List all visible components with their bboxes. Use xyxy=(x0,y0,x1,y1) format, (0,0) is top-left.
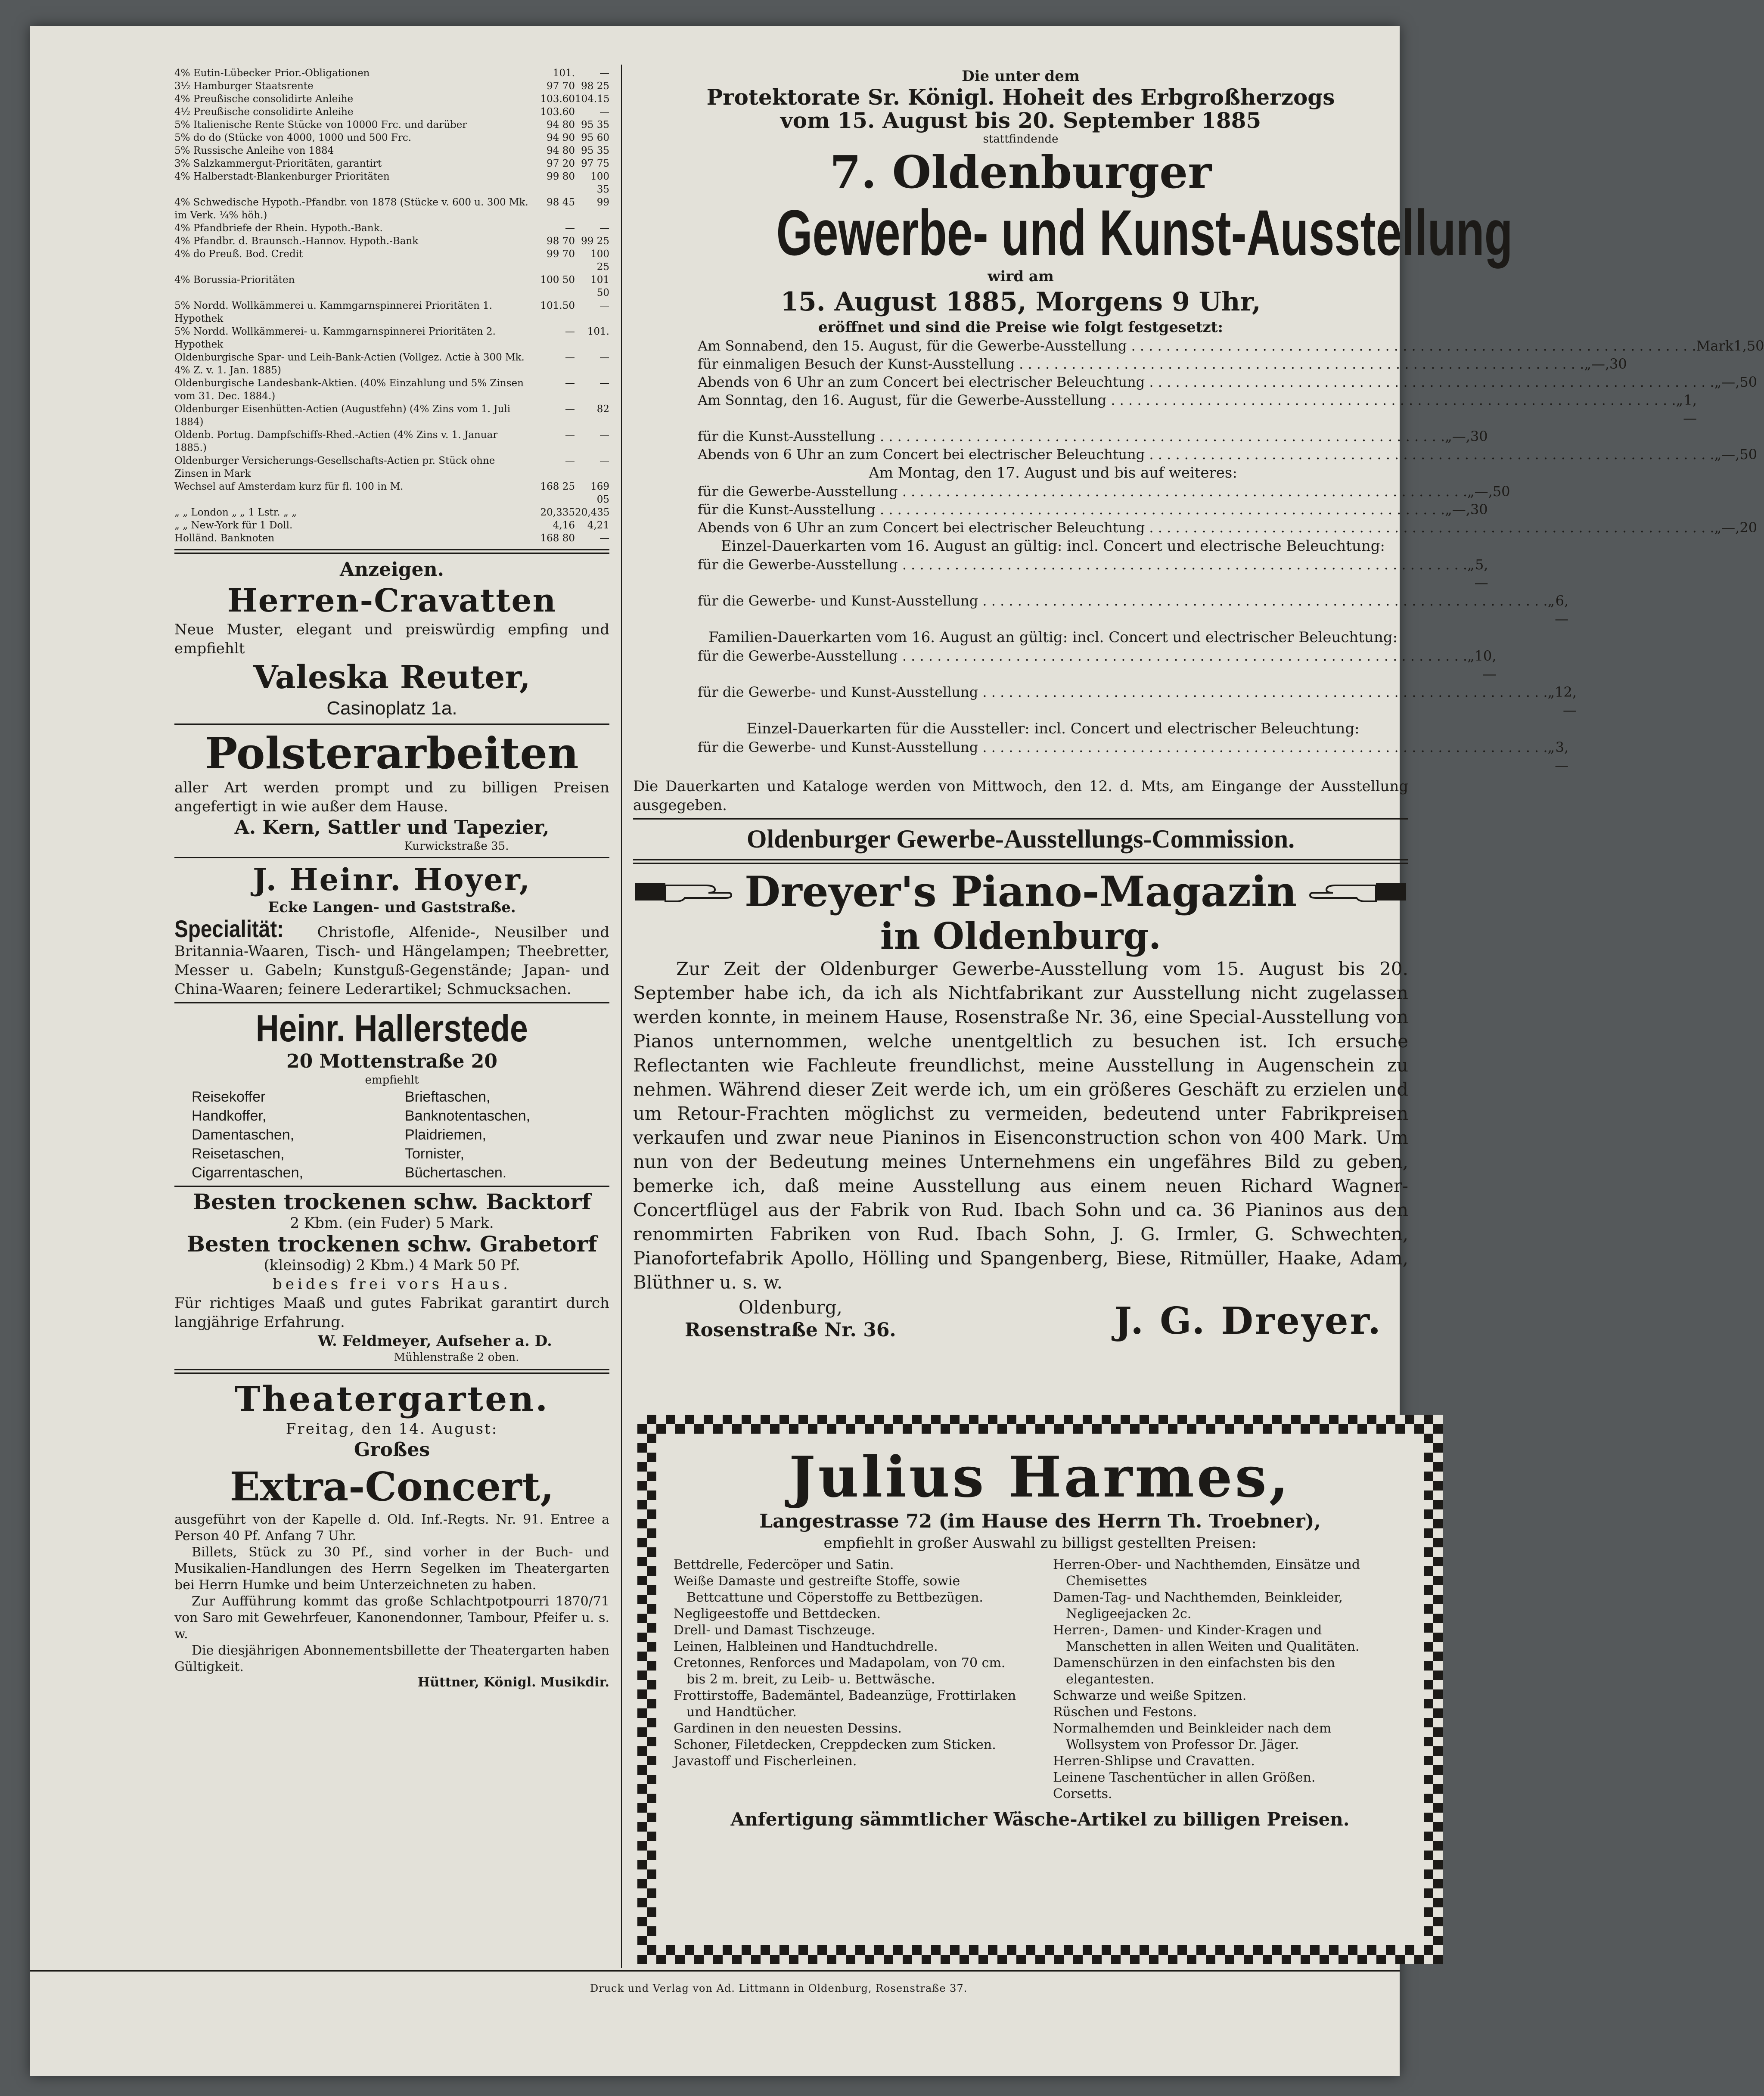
bond-ask: 20,435 xyxy=(575,507,610,518)
bond-bid: — xyxy=(565,352,575,363)
price-row xyxy=(698,500,1488,519)
bond-name: 5% Nordd. Wollkämmerei u. Kammgarnspinnerei Prioritäten 1. Hypothek xyxy=(174,300,493,324)
bond-ask: — xyxy=(599,533,609,544)
bond-bid: 98 70 xyxy=(547,236,575,247)
hallerstede-item-list xyxy=(174,1087,609,1182)
dreyer-place: Oldenburg, xyxy=(738,1297,842,1318)
harmes-footer: Anfertigung sämmtlicher Wäsche-Artikel zu billigen Preisen. xyxy=(730,1809,1350,1830)
price-label: Abends von 6 Uhr an zum Concert bei electrischer Beleuchtung . . . xyxy=(698,519,1714,537)
price-label: Am Sonnabend, den 15. August, für die Gewerbe-Ausstellung . . . xyxy=(698,337,1696,355)
harmes-list-right xyxy=(1053,1557,1407,1802)
harmes-item: Negligeestoffe und Bettdecken. xyxy=(674,1606,881,1621)
bond-bid: 103.60 xyxy=(540,106,575,118)
bond-ask: 99 25 xyxy=(581,236,609,247)
price-unit: „ xyxy=(1445,501,1452,518)
bond-row xyxy=(174,170,609,196)
bond-name: 3% Salzkammergut-Prioritäten, garantirt xyxy=(174,158,382,169)
harmes-item: Herren-, Damen- und Kinder-Kragen und Manschetten in allen Weiten und Qualitäten. xyxy=(1053,1623,1360,1654)
bond-bid: 168 25 xyxy=(540,481,575,492)
expo-note: Die Dauerkarten und Kataloge werden von Mittwoch, den 12. d. Mts, am Eingange der Ausstellung ausgegeben. xyxy=(633,778,1408,814)
price-unit: „ xyxy=(1547,739,1555,755)
bond-name: Oldenburger Versicherungs-Gesellschafts-Actien pr. Stück ohne Zinsen in Mark xyxy=(174,455,495,479)
bond-ask: — xyxy=(599,300,609,311)
harmes-item: Cretonnes, Renforces und Madapolam, von 70 cm. bis 2 m. breit, zu Leib- u. Bettwäsche. xyxy=(674,1655,1006,1687)
price-row xyxy=(698,647,1497,683)
expo-dates: vom 15. August bis 20. September 1885 xyxy=(780,108,1261,133)
expo-price-list xyxy=(633,337,1764,774)
harmes-item: Schwarze und weiße Spitzen. xyxy=(1053,1688,1247,1703)
harmes-item: Gardinen in den neuesten Dessins. xyxy=(674,1721,902,1736)
bond-ask: 95 35 xyxy=(581,119,609,130)
price-row xyxy=(698,519,1758,537)
bond-row xyxy=(174,429,609,454)
bond-bid: — xyxy=(565,455,575,466)
price-subheading: Familien-Dauerkarten vom 16. August an gültig: incl. Concert und electrischer Beleuchtung: xyxy=(708,629,1398,646)
hallerstede-item: Reisetaschen, xyxy=(192,1146,285,1162)
peat2-merchant: W. Feldmeyer, Aufseher a. D. xyxy=(318,1332,552,1350)
harmes-item: Rüschen und Festons. xyxy=(1053,1705,1197,1720)
price-row xyxy=(698,556,1488,592)
bond-bid: 101. xyxy=(553,68,575,79)
price-label: für die Gewerbe- und Kunst-Ausstellung . . . xyxy=(698,683,1548,719)
price-unit: „ xyxy=(1467,648,1475,664)
bond-ask: 100 35 xyxy=(590,171,609,195)
bond-name: 5% Italienische Rente Stücke von 10000 Frc. und darüber xyxy=(174,119,467,130)
bond-row xyxy=(174,273,609,299)
divider xyxy=(174,1369,609,1374)
hoyer-title: J. Heinr. Hoyer, xyxy=(253,862,531,897)
expo-title: Gewerbe- und Kunst-Ausstellung xyxy=(776,196,1513,269)
divider xyxy=(174,549,609,554)
bond-ask: 95 60 xyxy=(581,132,609,143)
price-label: für einmaligen Besuch der Kunst-Ausstellung . . . xyxy=(698,355,1584,373)
upholstery-merchant: A. Kern, Sattler und Tapezier, xyxy=(234,817,550,838)
bond-ask: — xyxy=(599,223,609,234)
expo-wird-am: wird am xyxy=(988,268,1054,285)
hoyer-specialty: Specialität: xyxy=(174,915,284,942)
bond-name: Oldenb. Portug. Dampfschiffs-Rhed.-Actien (4% Zins v. 1. Januar 1885.) xyxy=(174,429,498,453)
dreyer-title: Dreyer's Piano-Magazin xyxy=(744,867,1297,916)
price-label: Am Sonntag, den 16. August, für die Gewerbe-Ausstellung . . . xyxy=(698,391,1676,427)
bond-bid: 99 70 xyxy=(547,248,575,260)
bond-row xyxy=(174,351,609,377)
price-subheading: Am Montag, den 17. August und bis auf weiteres: xyxy=(869,464,1237,481)
bond-bid: 94 90 xyxy=(547,132,575,143)
price-unit: „ xyxy=(1676,392,1683,408)
harmes-item: Leinene Taschentücher in allen Größen. xyxy=(1053,1770,1316,1785)
bond-bid: 168 80 xyxy=(540,533,575,544)
divider xyxy=(174,1002,609,1003)
bond-row xyxy=(174,196,609,222)
price-label: für die Gewerbe-Ausstellung . . . xyxy=(698,556,1467,592)
hallerstede-item: Tornister, xyxy=(405,1146,464,1162)
bond-row xyxy=(174,67,609,80)
price-row xyxy=(698,391,1697,427)
bond-bid: 103.60 xyxy=(540,93,575,105)
bond-ask: — xyxy=(599,378,609,389)
bond-name: Oldenburgische Spar- und Leih-Bank-Actien (Vollgez. Actie à 300 Mk. 4% Z. v. 1. Jan. 1885) xyxy=(174,352,525,376)
bond-ask: — xyxy=(599,68,609,79)
price-row xyxy=(698,683,1577,719)
price-row xyxy=(698,482,1510,500)
bond-name: 4% Preußische consolidirte Anleihe xyxy=(174,93,354,105)
peat1-text: 2 Kbm. (ein Fuder) 5 Mark. xyxy=(290,1214,494,1232)
bond-ask: — xyxy=(599,106,609,118)
left-column xyxy=(174,67,609,1689)
bond-name: „ „ New-York für 1 Doll. xyxy=(174,520,293,531)
bond-row xyxy=(174,532,609,545)
bond-ask: 101. xyxy=(587,326,609,337)
peat1-title: Besten trockenen schw. Backtorf xyxy=(193,1189,591,1214)
price-unit: „ xyxy=(1445,428,1452,444)
theater-text4: Die diesjährigen Abonnementsbillette der Theatergarten haben Gültigkeit. xyxy=(174,1643,609,1674)
bond-name: 4% do Preuß. Bod. Credit xyxy=(174,248,303,260)
theater-date: Freitag, den 14. August: xyxy=(286,1420,498,1438)
bond-bid: 20,335 xyxy=(540,507,575,518)
hallerstede-item: Brieftaschen, xyxy=(405,1089,491,1105)
harmes-item: Weiße Damaste und gestreifte Stoffe, sowie Bettcattune und Cöperstoffe zu Bettbezügen. xyxy=(674,1574,983,1605)
bond-name: 4% Borussia-Prioritäten xyxy=(174,274,295,286)
bond-row xyxy=(174,118,609,131)
price-unit: „ xyxy=(1714,446,1722,463)
newspaper-page xyxy=(30,26,1764,2076)
bond-row xyxy=(174,248,609,273)
price-value: 5,— xyxy=(1474,556,1488,591)
price-subheading: Einzel-Dauerkarten für die Aussteller: incl. Concert und electrischer Beleuchtung: xyxy=(746,720,1360,737)
bond-name: 4% Eutin-Lübecker Prior.-Obligationen xyxy=(174,68,370,79)
bond-name: Holländ. Banknoten xyxy=(174,533,275,544)
expo-intro: Die unter dem xyxy=(962,68,1080,85)
divider xyxy=(633,818,1408,820)
dreyer-address: Rosenstraße Nr. 36. xyxy=(685,1319,896,1341)
bond-name: 3½ Hamburger Staatsrente xyxy=(174,81,314,92)
bond-name: 5% Russische Anleihe von 1884 xyxy=(174,145,334,156)
price-row xyxy=(698,738,1569,774)
bond-row xyxy=(174,454,609,480)
bond-bid: — xyxy=(565,378,575,389)
price-value: —,30 xyxy=(1452,501,1488,518)
price-label: für die Gewerbe- und Kunst-Ausstellung . . . xyxy=(698,592,1548,628)
expo-opening: 15. August 1885, Morgens 9 Uhr, xyxy=(780,287,1261,317)
bond-row xyxy=(174,480,609,506)
price-value: —,50 xyxy=(1721,374,1758,390)
harmes-item: Javastoff und Fischerleinen. xyxy=(674,1754,857,1769)
price-value: —,30 xyxy=(1452,428,1488,444)
harmes-item: Herren-Shlipse und Cravatten. xyxy=(1053,1754,1255,1769)
bond-bid: — xyxy=(565,326,575,337)
bond-ask: 101 50 xyxy=(590,274,609,298)
bond-ask: — xyxy=(599,352,609,363)
bond-ask: 100 25 xyxy=(590,248,609,273)
bond-bid: 97 20 xyxy=(547,158,575,169)
bond-ask: 4,21 xyxy=(587,520,609,531)
bond-ask: 98 25 xyxy=(581,81,609,92)
bond-bid: — xyxy=(565,404,575,415)
hallerstede-item: Handkoffer, xyxy=(192,1108,267,1124)
imprint: Druck und Verlag von Ad. Littmann in Oldenburg, Rosenstraße 37. xyxy=(590,1982,968,1994)
bond-bid: — xyxy=(565,429,575,441)
price-value: 1,50 xyxy=(1733,338,1764,354)
hallerstede-item: Büchertaschen. xyxy=(405,1164,507,1181)
price-label: für die Gewerbe-Ausstellung . . . xyxy=(698,647,1467,683)
divider xyxy=(174,724,609,725)
price-label: für die Gewerbe- und Kunst-Ausstellung . . . xyxy=(698,738,1548,774)
bond-name: Oldenburgische Landesbank-Aktien. (40% Einzahlung und 5% Zinsen vom 31. Dec. 1884.) xyxy=(174,378,524,402)
hallerstede-item: Reisekoffer xyxy=(192,1089,266,1105)
upholstery-title: Polsterarbeiten xyxy=(205,728,579,779)
theater-text3: Zur Aufführung kommt das große Schlachtpotpourri 1870/71 von Saro mit Gewehrfeuer, Kanonendonner, Tambour, Pfeifer u. s. w. xyxy=(174,1594,609,1642)
bond-name: 5% do do (Stücke von 4000, 1000 und 500 Frc. xyxy=(174,132,412,143)
bond-name: 4½ Preußische consolidirte Anleihe xyxy=(174,106,354,118)
ads-heading: Anzeigen. xyxy=(340,559,444,581)
price-value: —,50 xyxy=(1721,446,1758,463)
hallerstede-item: Plaidriemen, xyxy=(405,1127,486,1143)
harmes-item: Damen-Tag- und Nachthemden, Beinkleider, Negligeejacken 2c. xyxy=(1053,1590,1343,1621)
expo-commission: Oldenburger Gewerbe-Ausstellungs-Commission. xyxy=(746,825,1295,853)
harmes-subtitle: empfiehlt in großer Auswahl zu billigst gestellten Preisen: xyxy=(823,1534,1257,1552)
price-subheading: Einzel-Dauerkarten vom 16. August an gültig: incl. Concert und electrische Beleuchtung: xyxy=(721,537,1385,555)
bond-bid: 94 80 xyxy=(547,145,575,156)
bond-bid: 98 45 xyxy=(547,197,575,208)
harmes-item: Leinen, Halbleinen und Handtuchdrelle. xyxy=(674,1639,938,1654)
price-value: 6,— xyxy=(1555,593,1569,627)
harmes-item: Bettdrelle, Federcöper und Satin. xyxy=(674,1557,894,1572)
hallerstede-item: Damentaschen, xyxy=(192,1127,295,1143)
bond-ask: 169 05 xyxy=(590,481,609,505)
hallerstede-item: Banknotentaschen, xyxy=(405,1108,531,1124)
bond-ask: — xyxy=(599,429,609,441)
bond-bid: 94 80 xyxy=(547,119,575,130)
dreyer-signature: J. G. Dreyer. xyxy=(1114,1299,1382,1343)
bond-bid: 4,16 xyxy=(553,520,575,531)
bond-name: 4% Pfandbriefe der Rhein. Hypoth.-Bank. xyxy=(174,223,383,234)
hallerstede-recommends: empfiehlt xyxy=(365,1074,419,1087)
theater-grosses: Großes xyxy=(354,1439,430,1461)
harmes-item: Normalhemden und Beinkleider nach dem Wollsystem von Professor Dr. Jäger. xyxy=(1053,1721,1332,1752)
cravat-title: Herren-Cravatten xyxy=(227,582,557,619)
bond-ask: 95 35 xyxy=(581,145,609,156)
upholstery-text: aller Art werden prompt und zu billigen Preisen angefertigt in wie außer dem Hause. xyxy=(174,779,609,815)
bond-name: 4% Schwedische Hypoth.-Pfandbr. von 1878 (Stücke v. 600 u. 300 Mk. im Verk. ¼% höh.) xyxy=(174,197,528,221)
expo-number: 7. Oldenburger xyxy=(829,146,1212,199)
harmes-ad xyxy=(656,1434,1424,1945)
bond-row xyxy=(174,519,609,532)
bond-name: Wechsel auf Amsterdam kurz für fl. 100 in M. xyxy=(174,481,404,492)
bond-rates-table xyxy=(174,67,609,545)
bond-ask: 97 75 xyxy=(581,158,609,169)
price-unit: „ xyxy=(1547,684,1555,700)
bond-bid: 100 50 xyxy=(540,274,575,286)
bond-row xyxy=(174,106,609,118)
dreyer-text: Zur Zeit der Oldenburger Gewerbe-Ausstellung vom 15. August bis 20. September habe ich, da ich als Nichtfabrikant zur Ausstellung nicht zugelassen werden konnte, in meinem Hause, Rosenstraße Nr. 36, eine Special-Ausstellung von Pianos unternommen, welche unentgeltlich zu besuchen ist. Ich ersuche Reflectanten wie Fachleute freundlichst, meine Ausstellung in Augenschein zu nehmen. Während dieser Zeit werde ich, um ein größeres Geschäft zu erzielen und um Retour-Frachten möglichst zu vermeiden, bedeutend unter Fabrikpreisen verkaufen und zwar neue Pianinos in Eisenconstruction schon von 400 Mark. Um nun von der Bedeutung meines Unternehmens ein ungefähres Bild zu geben, bemerke ich, daß meine Ausstellung aus einem neuen Richard Wagner-Concertflügel aus der Fabrik von Rud. Ibach Sohn und ca. 36 Pianinos aus den renommirten Fabriken von Rud. Ibach Sohn, J. G. Irmler, G. Schwechten, Pianofortefabrik Apollo, Hölling und Spangenberg, Biese, Ritmüller, Haake, Adam, Blüthner u. s. w. xyxy=(633,958,1408,1293)
divider xyxy=(633,859,1408,864)
divider xyxy=(174,857,609,858)
bond-bid: — xyxy=(565,223,575,234)
price-unit: „ xyxy=(1467,556,1475,573)
theater-signature: Hüttner, Königl. Musikdir. xyxy=(417,1675,609,1690)
price-unit: „ xyxy=(1714,519,1722,536)
bond-ask: — xyxy=(599,455,609,466)
bond-row xyxy=(174,144,609,157)
bond-row xyxy=(174,299,609,325)
bond-ask: 104.15 xyxy=(575,93,610,105)
price-value: 12,— xyxy=(1555,684,1577,718)
bond-bid: 97 70 xyxy=(547,81,575,92)
peat2-address: Mühlenstraße 2 oben. xyxy=(394,1351,519,1364)
price-unit: „ xyxy=(1714,374,1722,390)
bond-bid: 101.50 xyxy=(540,300,575,311)
expo-prices-intro: eröffnet und sind die Preise wie folgt festgesetzt: xyxy=(818,319,1223,336)
price-label: für die Gewerbe-Ausstellung . . . xyxy=(698,482,1467,500)
harmes-ad-border xyxy=(637,1415,1443,1964)
price-row xyxy=(698,373,1758,391)
price-label: Abends von 6 Uhr an zum Concert bei electrischer Beleuchtung . . . xyxy=(698,373,1714,391)
theater-title: Theatergarten. xyxy=(234,1379,550,1419)
bond-row xyxy=(174,222,609,235)
bond-ask: 82 xyxy=(596,404,609,415)
right-column xyxy=(633,67,1764,1343)
price-label: für die Kunst-Ausstellung . . . xyxy=(698,427,1445,445)
harmes-item: Frottirstoffe, Bademäntel, Badeanzüge, Frottirlaken und Handtücher. xyxy=(674,1688,1016,1720)
cravat-text: Neue Muster, elegant und preiswürdig empfing und empfiehlt xyxy=(174,621,609,657)
upholstery-address: Kurwickstraße 35. xyxy=(404,840,509,853)
theater-text2: Billets, Stück zu 30 Pf., sind vorher in der Buch- und Musikalien-Handlungen des Herrn Segelken im Theatergarten bei Herrn Humke und beim Unterzeichneten zu haben. xyxy=(174,1545,609,1593)
hallerstede-title: Heinr. Hallerstede xyxy=(256,1007,528,1050)
harmes-list-left xyxy=(674,1557,1027,1802)
hoyer-text: Christofle, Alfenide-, Neusilber und Britannia-Waaren, Tisch- und Hängelampen; Theebretter, Messer u. Gabeln; Kunstguß-Gegenstände; Japan- und China-Waaren; feinere Lederartikel; Schmucksachen. xyxy=(174,924,609,998)
price-unit: „ xyxy=(1467,483,1475,500)
bond-row xyxy=(174,157,609,170)
price-unit: „ xyxy=(1547,593,1555,609)
bond-row xyxy=(174,403,609,429)
price-value: 10,— xyxy=(1474,648,1497,682)
bottom-rule xyxy=(30,1970,1400,1972)
peat2-title: Besten trockenen schw. Grabetorf xyxy=(186,1231,597,1257)
peat2-note: Für richtiges Maaß und gutes Fabrikat garantirt durch langjährige Erfahrung. xyxy=(174,1295,609,1331)
price-label: Abends von 6 Uhr an zum Concert bei electrischer Beleuchtung . . . xyxy=(698,445,1714,463)
bond-name: 4% Pfandbr. d. Braunsch.-Hannov. Hypoth.-Bank xyxy=(174,236,419,247)
harmes-address: Langestrasse 72 (im Hause des Herrn Th. Troebner), xyxy=(759,1510,1321,1532)
price-value: —,50 xyxy=(1474,483,1510,500)
bond-bid: 99 80 xyxy=(547,171,575,182)
divider xyxy=(174,1186,609,1187)
hallerstede-item: Cigarrentaschen, xyxy=(192,1164,303,1181)
harmes-title: Julius Harmes, xyxy=(789,1444,1292,1510)
bond-name: 4% Halberstadt-Blankenburger Prioritäten xyxy=(174,171,390,182)
bond-name: „ „ London „ „ 1 Lstr. „ „ xyxy=(174,507,297,518)
hallerstede-address: 20 Mottenstraße 20 xyxy=(286,1050,497,1072)
expo-stattfindende: stattfindende xyxy=(983,133,1059,146)
hoyer-subtitle: Ecke Langen- und Gaststraße. xyxy=(268,899,516,916)
bond-row xyxy=(174,93,609,106)
cravat-address: Casinoplatz 1a. xyxy=(326,698,457,719)
price-value: 1,— xyxy=(1683,392,1697,426)
price-row xyxy=(698,427,1488,445)
bond-row xyxy=(174,80,609,93)
pointing-hand-right-icon xyxy=(633,875,732,909)
price-row xyxy=(698,355,1627,373)
price-row xyxy=(698,337,1764,355)
bond-row xyxy=(174,131,609,144)
bond-row xyxy=(174,325,609,351)
harmes-item: Schoner, Filetdecken, Creppdecken zum Sticken. xyxy=(674,1737,996,1752)
harmes-item: Drell- und Damast Tischzeuge. xyxy=(674,1623,876,1638)
price-value: —,20 xyxy=(1721,519,1758,536)
price-value: —,30 xyxy=(1591,356,1627,372)
price-unit: Mark xyxy=(1696,338,1734,354)
bond-name: Oldenburger Eisenhütten-Actien (Augustfehn) (4% Zins vom 1. Juli 1884) xyxy=(174,404,511,428)
theater-concert: Extra-Concert, xyxy=(230,1463,554,1510)
pointing-hand-left-icon xyxy=(1309,875,1408,909)
expo-protectorate: Protektorate Sr. Königl. Hoheit des Erbgroßherzogs xyxy=(706,84,1335,110)
bond-row xyxy=(174,235,609,248)
bond-ask: 99 xyxy=(596,197,609,208)
price-label: für die Kunst-Ausstellung . . . xyxy=(698,500,1445,519)
theater-text1: ausgeführt von der Kapelle d. Old. Inf.-Regts. Nr. 91. Entree a Person 40 Pf. Anfang 7 Uhr. xyxy=(174,1512,609,1543)
price-value: 3,— xyxy=(1555,739,1569,773)
harmes-item: Herren-Ober- und Nachthemden, Einsätze und Chemisettes xyxy=(1053,1557,1360,1589)
peat2-free: beides frei vors Haus. xyxy=(273,1276,511,1293)
harmes-item: Corsetts. xyxy=(1053,1786,1112,1801)
peat2-text: (kleinsodig) 2 Kbm.) 4 Mark 50 Pf. xyxy=(264,1257,520,1274)
bond-row xyxy=(174,506,609,519)
bond-row xyxy=(174,377,609,403)
dreyer-subtitle: in Oldenburg. xyxy=(880,915,1162,957)
price-row xyxy=(698,592,1569,628)
price-row xyxy=(698,445,1758,463)
harmes-item: Damenschürzen in den einfachsten bis den elegantesten. xyxy=(1053,1655,1335,1687)
price-unit: „ xyxy=(1584,356,1591,372)
cravat-merchant: Valeska Reuter, xyxy=(253,659,531,696)
column-separator xyxy=(621,65,622,1968)
bond-name: 5% Nordd. Wollkämmerei- u. Kammgarnspinnerei Prioritäten 2. Hypothek xyxy=(174,326,496,350)
